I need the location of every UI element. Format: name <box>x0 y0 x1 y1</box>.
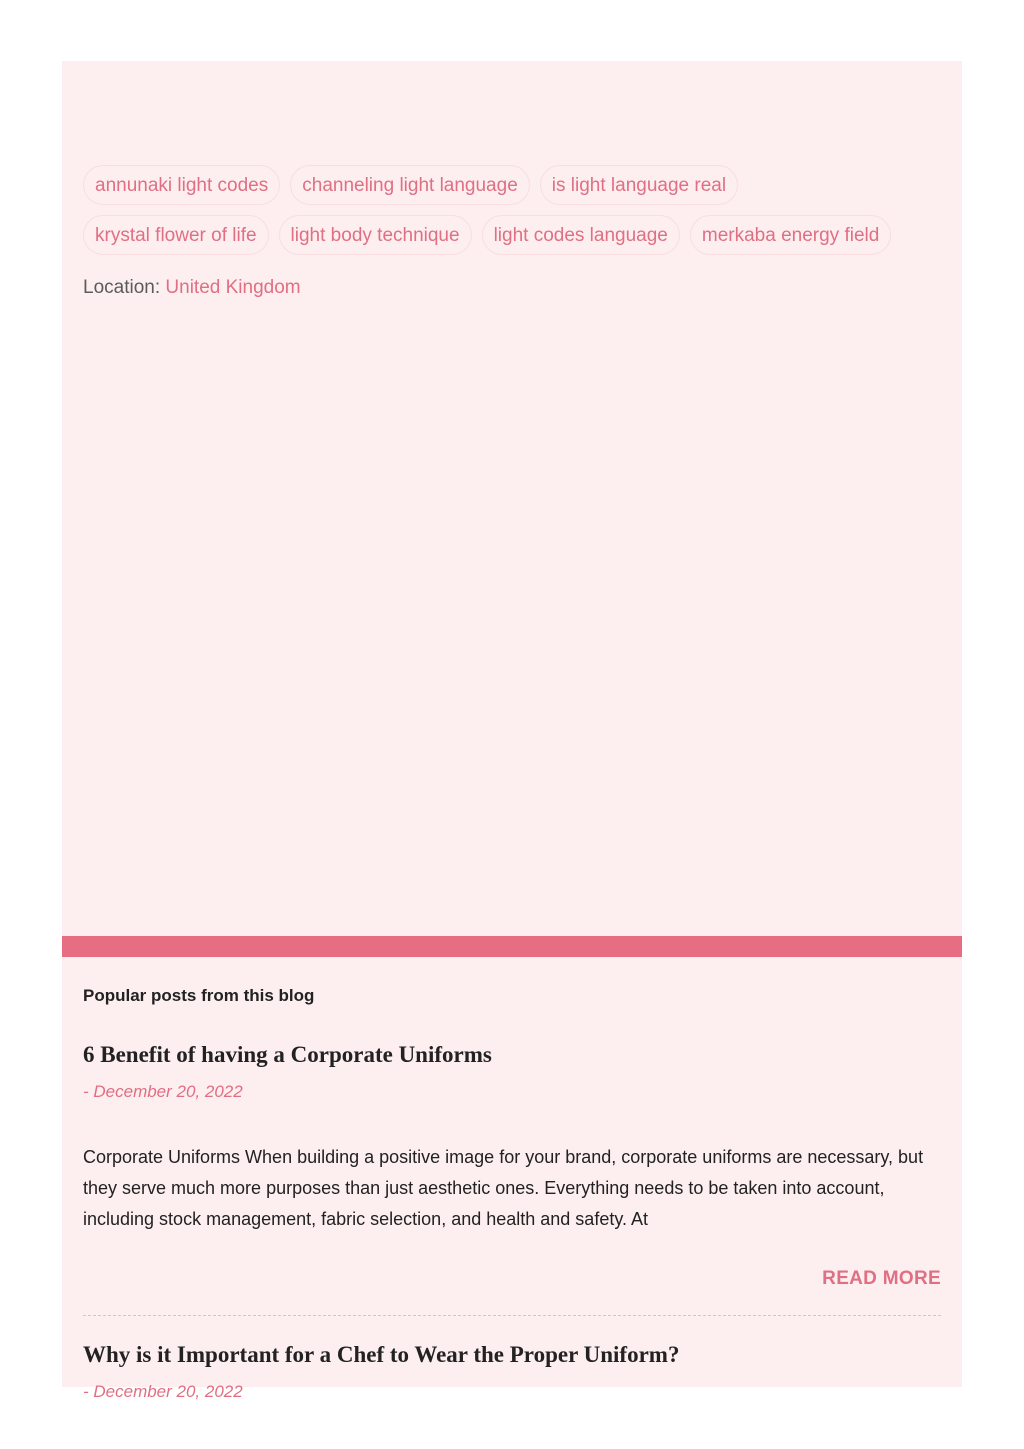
popular-post <box>83 1042 941 1289</box>
label-chip[interactable]: annunaki light codes <box>83 165 280 205</box>
location-link[interactable]: United Kingdom <box>165 277 301 298</box>
post-snippet: Corporate Uniforms When building a positive image for your brand, corporate uniforms are necessary, but they serve much more purposes than just aesthetic ones. Everything needs to be taken into account, including stock management, fabric selection, and health and safety. At <box>83 1147 924 1229</box>
popular-posts-heading: Popular posts from this blog <box>83 986 315 1005</box>
label-chip[interactable]: light body technique <box>279 215 472 255</box>
label-row-1 <box>83 165 943 205</box>
post-date: - December 20, 2022 <box>83 1382 243 1401</box>
label-chip[interactable]: channeling light language <box>290 165 530 205</box>
label-chip[interactable]: merkaba energy field <box>690 215 891 255</box>
label-chip[interactable]: krystal flower of life <box>83 215 269 255</box>
section-divider <box>62 936 962 957</box>
label-row-2 <box>83 215 943 255</box>
post-separator <box>83 1315 941 1316</box>
post-location <box>83 277 301 299</box>
popular-post <box>83 1342 941 1402</box>
post-title-link[interactable]: 6 Benefit of having a Corporate Uniforms <box>83 1042 492 1067</box>
post-date: - December 20, 2022 <box>83 1082 243 1101</box>
location-label: Location: <box>83 277 161 298</box>
post-title-link[interactable]: Why is it Important for a Chef to Wear the Proper Uniform? <box>83 1342 680 1367</box>
post-labels <box>83 165 943 265</box>
popular-posts-section <box>62 957 962 1401</box>
read-more-link[interactable]: READ MORE <box>822 1268 941 1289</box>
post-footer-card <box>62 61 962 936</box>
label-chip[interactable]: is light language real <box>540 165 738 205</box>
label-chip[interactable]: light codes language <box>482 215 680 255</box>
